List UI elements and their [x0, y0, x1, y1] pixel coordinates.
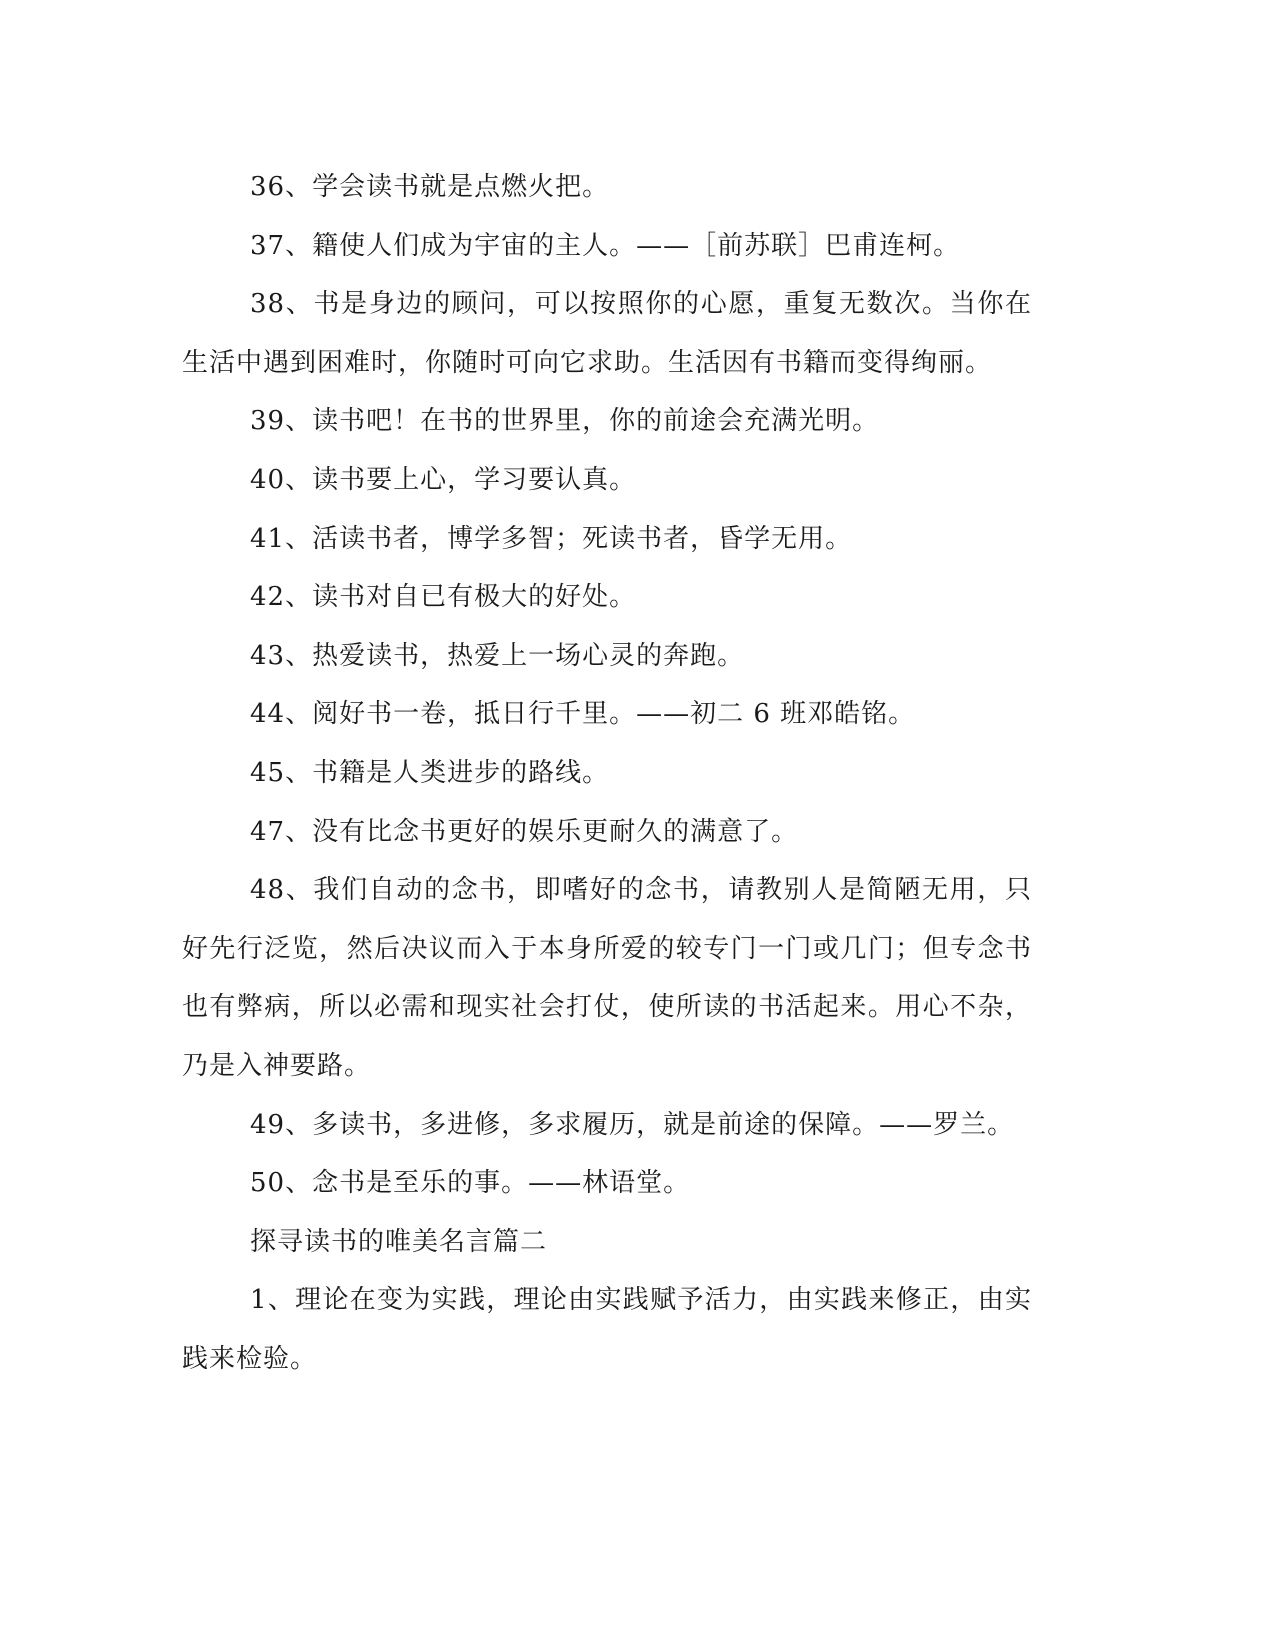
quote-38: 38、书是身边的顾问，可以按照你的心愿，重复无数次。当你在生活中遇到困难时，你随时可向它求助。生活因有书籍而变得绚丽。 — [182, 289, 1032, 378]
quote-48: 48、我们自动的念书，即嗜好的念书，请教别人是简陋无用，只好先行泛览，然后决议而入于本身所爱的较专门一门或几门；但专念书也有弊病，所以必需和现实社会打仗，使所读的书活起来。用心不杂，乃是入神要路。 — [182, 875, 1032, 1081]
document-body — [182, 158, 1032, 1388]
quote-37: 37、籍使人们成为宇宙的主人。——［前苏联］巴甫连柯。 — [250, 230, 961, 261]
quote-40: 40、读书要上心，学习要认真。 — [250, 464, 637, 495]
quote-1: 1、理论在变为实践，理论由实践赋予活力，由实践来修正，由实践来检验。 — [182, 1285, 1032, 1374]
quote-36: 36、学会读书就是点燃火把。 — [250, 172, 610, 202]
section-heading: 探寻读书的唯美名言篇二 — [250, 1226, 548, 1257]
quote-41: 41、活读书者，博学多智；死读书者，昏学无用。 — [250, 523, 853, 554]
quote-45: 45、书籍是人类进步的路线。 — [250, 757, 610, 788]
quote-44: 44、阅好书一卷，抵日行千里。——初二 6 班邓皓铭。 — [250, 699, 916, 730]
quote-39: 39、读书吧！在书的世界里，你的前途会充满光明。 — [250, 406, 880, 437]
quote-42: 42、读书对自已有极大的好处。 — [250, 582, 637, 613]
quote-50: 50、念书是至乐的事。——林语堂。 — [250, 1168, 691, 1199]
quote-49: 49、多读书，多进修，多求履历，就是前途的保障。——罗兰。 — [250, 1109, 1015, 1140]
quote-47: 47、没有比念书更好的娱乐更耐久的满意了。 — [250, 816, 799, 847]
quote-43: 43、热爱读书，热爱上一场心灵的奔跑。 — [250, 640, 745, 671]
